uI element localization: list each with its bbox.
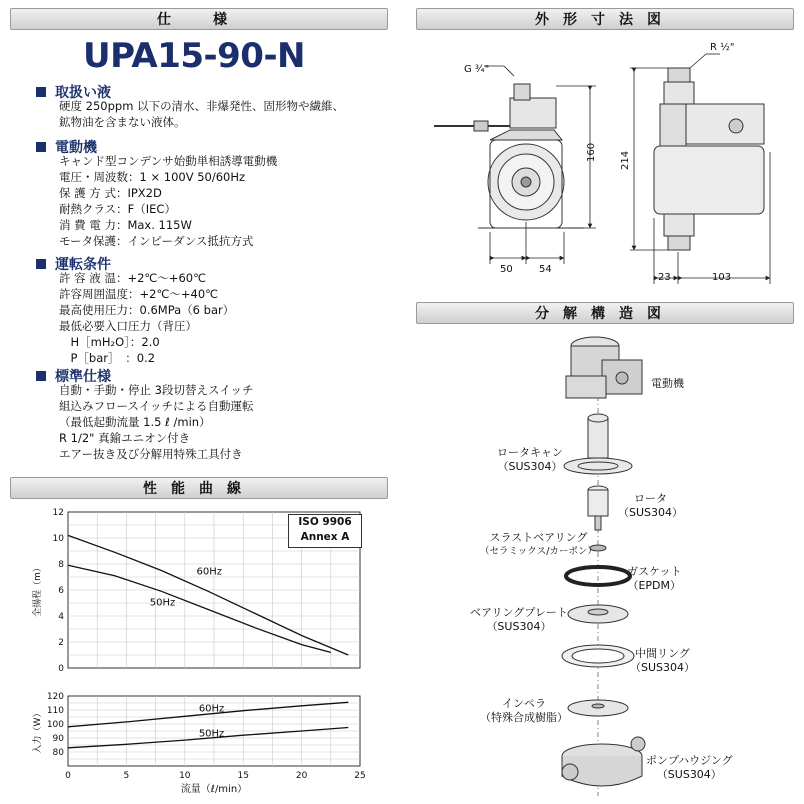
series-line-50Hz — [68, 565, 331, 652]
operation-line: 最低必要入口圧力（背圧） — [59, 319, 197, 333]
y-tick-label: 100 — [46, 720, 64, 730]
y-tick-label: 90 — [52, 734, 64, 744]
bearing-plate-icon — [568, 605, 628, 623]
x-tick-label: 5 — [123, 771, 130, 781]
motor-line: 電圧・周波数：1 × 100V 50/60Hz — [59, 170, 246, 184]
part-label-rotor-can — [497, 446, 563, 474]
spec-header — [10, 8, 388, 30]
operation-line: 許容周囲温度：+2℃～+40℃ — [59, 287, 219, 301]
part-label-thrust-bearing — [480, 531, 597, 559]
spec-header-label: 仕 様 — [157, 12, 241, 28]
part-name: ロータキャン — [497, 446, 563, 459]
x-tick-label: 10 — [179, 771, 191, 781]
dim-160: 160 — [586, 142, 597, 162]
part-label-pump-housing — [646, 754, 733, 782]
x-axis-label: 流量（ℓ/min） — [180, 784, 248, 795]
exploded-header — [416, 302, 794, 324]
dim-103: 103 — [712, 272, 732, 283]
iso-line2: Annex A — [300, 531, 350, 543]
series-label: 50Hz — [198, 728, 225, 740]
operation-text — [59, 270, 234, 366]
series-label: 60Hz — [198, 703, 225, 715]
side-view — [654, 68, 764, 250]
y-tick-label: 12 — [52, 508, 64, 518]
part-label-middle-ring — [630, 647, 695, 675]
x-tick-label: 25 — [354, 771, 366, 781]
operation-line: P［bar］ ：0.2 — [59, 351, 156, 365]
y-tick-label: 8 — [58, 560, 64, 570]
part-name: 中間リング — [635, 647, 690, 660]
dimensions-header — [416, 8, 794, 30]
x-tick-label: 15 — [237, 771, 249, 781]
part-label-bearing-plate — [470, 606, 568, 634]
y-axis-label: 全揚程（m） — [33, 563, 43, 617]
motor-line: 消 費 電 力：Max. 115W — [59, 218, 192, 232]
series-line-60Hz — [68, 535, 348, 655]
dimension-drawing — [414, 32, 804, 294]
motor-text — [59, 153, 277, 249]
part-label-impeller — [480, 697, 568, 725]
part-name: 電動機 — [651, 377, 684, 390]
part-material: （SUS304） — [486, 620, 552, 633]
y-tick-label: 120 — [46, 692, 64, 702]
part-label-motor — [651, 377, 684, 391]
liquid-title-text: 取扱い液 — [55, 85, 111, 101]
iso-line1: ISO 9906 — [298, 516, 352, 528]
y-tick-label: 80 — [52, 748, 64, 758]
motor-line: 保 護 方 式：IPX2D — [59, 186, 162, 200]
iso-box — [288, 514, 362, 548]
dim-50: 50 — [500, 264, 513, 275]
pump-housing-icon — [562, 737, 645, 786]
part-material: （SUS304） — [618, 506, 684, 519]
y-tick-label: 6 — [58, 586, 64, 596]
exploded-drawing — [540, 326, 740, 801]
standard-line: 自動・手動・停止 3段切替えスイッチ — [59, 383, 254, 397]
part-label-gasket — [627, 565, 681, 593]
y-tick-label: 0 — [58, 664, 64, 674]
y-tick-label: 4 — [58, 612, 64, 622]
x-tick-label: 20 — [295, 771, 308, 781]
y-tick-label: 2 — [58, 638, 64, 648]
part-name: スラストベアリング — [489, 531, 588, 544]
part-name: ベアリングプレート — [470, 606, 568, 619]
dim-g: G ¾" — [464, 64, 490, 75]
model-name: UPA15-90-N — [82, 36, 306, 76]
middle-ring-icon — [562, 645, 634, 667]
front-view — [434, 84, 584, 228]
performance-header-label: 性能曲線 — [143, 481, 255, 497]
series-label: 50Hz — [149, 597, 176, 609]
dim-r: R ½" — [710, 42, 735, 53]
motor-title-text: 電動機 — [55, 140, 97, 156]
standard-title-text: 標準仕様 — [55, 369, 111, 385]
part-name: ロータ — [634, 492, 667, 505]
y-tick-label: 10 — [52, 534, 64, 544]
part-material: （SUS304） — [630, 661, 696, 674]
y-tick-label: 110 — [46, 706, 64, 716]
motor-line: モータ保護：インピーダンス抵抗方式 — [59, 234, 254, 248]
impeller-icon — [568, 700, 628, 716]
x-tick-label: 0 — [65, 771, 71, 781]
liquid-line: 硬度 250ppm 以下の清水、非爆発性、固形物や繊維、 — [59, 99, 345, 113]
bullet-square-icon — [36, 87, 46, 97]
operation-title-text: 運転条件 — [55, 257, 111, 273]
dim-54: 54 — [539, 264, 552, 275]
part-material: （SUS304） — [497, 460, 563, 473]
standard-line: エアー抜き及び分解用特殊工具付き — [59, 447, 243, 461]
motor-part-icon — [566, 337, 642, 398]
part-material: （EPDM） — [627, 579, 681, 592]
liquid-text — [59, 98, 344, 130]
standard-line: 組込みフロースイッチによる自動運転 — [59, 399, 254, 413]
dim-214: 214 — [620, 150, 631, 170]
part-material: （セラミックス/カーボン） — [480, 546, 597, 557]
dimensions-header-label: 外形寸法図 — [535, 12, 675, 28]
bullet-square-icon — [36, 142, 46, 152]
motor-line: キャンド型コンデンサ始動単相誘導電動機 — [59, 154, 278, 168]
bullet-square-icon — [36, 371, 46, 381]
bullet-square-icon — [36, 259, 46, 269]
part-material: （SUS304） — [656, 768, 722, 781]
part-name: ガスケット — [627, 565, 682, 578]
operation-line: H［mH₂O］：2.0 — [59, 335, 160, 349]
rotor-icon — [588, 486, 608, 530]
exploded-header-label: 分解構造図 — [535, 306, 675, 322]
part-material: （特殊合成樹脂） — [480, 711, 568, 724]
series-label: 60Hz — [196, 566, 222, 578]
dim-23: 23 — [658, 272, 671, 283]
liquid-line: 鉱物油を含まない液体。 — [59, 115, 186, 129]
standard-text — [59, 382, 254, 462]
operation-line: 許 容 液 温：+2℃～+60℃ — [59, 271, 207, 285]
motor-line: 耐熱クラス：F（IEC） — [59, 202, 176, 216]
standard-line: R 1/2" 真鍮ユニオン付き — [59, 431, 191, 445]
rotor-can-icon — [564, 414, 632, 474]
part-label-rotor — [618, 492, 683, 520]
y-axis-label: 入力（W） — [33, 708, 43, 754]
part-name: ポンプハウジング — [646, 754, 733, 767]
operation-line: 最高使用圧力：0.6MPa（6 bar） — [59, 303, 235, 317]
part-name: インペラ — [502, 697, 546, 710]
standard-line: （最低起動流量 1.5 ℓ /min） — [59, 415, 211, 429]
